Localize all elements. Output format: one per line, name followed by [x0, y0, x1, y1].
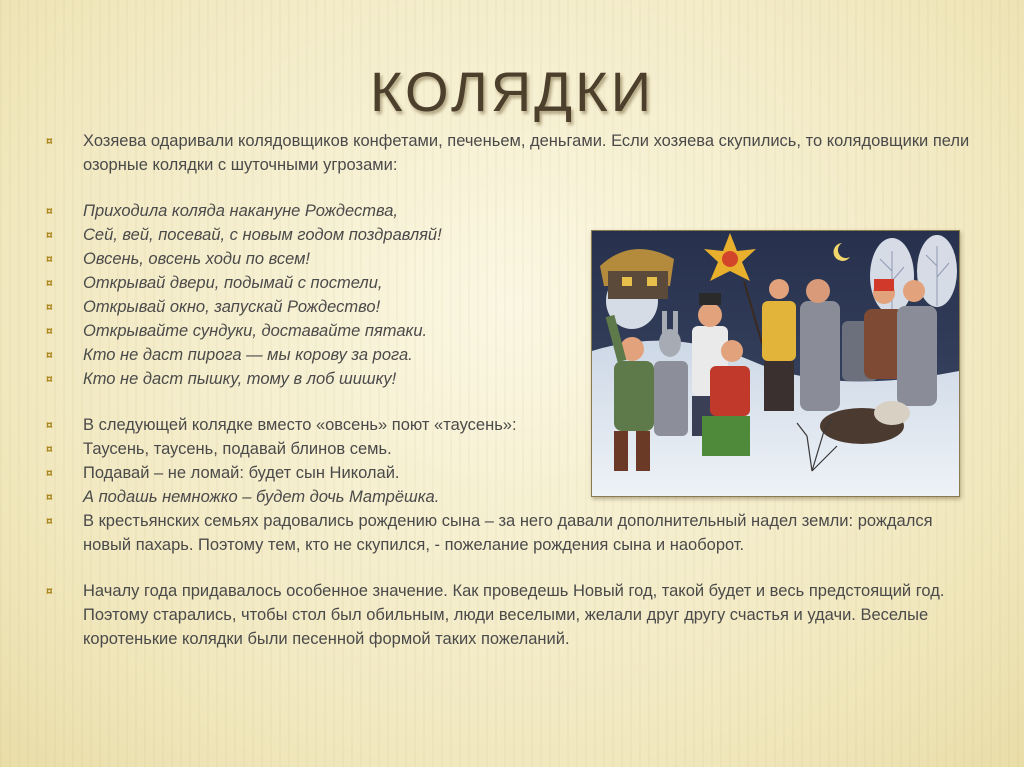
list-item: ¤ А подашь немножко – будет дочь Матрёшка.	[46, 485, 588, 509]
bullet-icon: ¤	[46, 418, 53, 432]
list-item: ¤ Приходила коляда накануне Рождества,	[46, 199, 588, 223]
list-item: ¤ Таусень, таусень, подавай блинов семь.	[46, 437, 588, 461]
list-item: ¤ Открывайте сундуки, доставайте пятаки.	[46, 319, 588, 343]
bullet-icon: ¤	[46, 228, 53, 242]
bullet-icon: ¤	[46, 348, 53, 362]
list-item: ¤ Открывай двери, подымай с постели,	[46, 271, 588, 295]
bullet-icon: ¤	[46, 300, 53, 314]
bullet-icon: ¤	[46, 442, 53, 456]
list-item: ¤ Овсень, овсень ходи по всем!	[46, 247, 588, 271]
carolers-painting	[591, 230, 960, 497]
list-item: ¤ Сей, вей, посевай, с новым годом поздравляй!	[46, 223, 588, 247]
bullet-icon: ¤	[46, 324, 53, 338]
list-item: ¤ В крестьянских семьях радовались рождению сына – за него давали дополнительный надел земли: рождался новый пахарь. Поэтому тем, кто не скупился, - пожелание рождения сына и наоборот.	[46, 509, 983, 557]
bullet-icon: ¤	[46, 252, 53, 266]
list-item: ¤ Кто не даст пирога — мы корову за рога.	[46, 343, 588, 367]
slide-title: КОЛЯДКИ	[370, 60, 654, 123]
bullet-icon: ¤	[46, 204, 53, 218]
list-item: ¤ Открывай окно, запускай Рождество!	[46, 295, 588, 319]
list-item: ¤ Хозяева одаривали колядовщиков конфетами, печеньем, деньгами. Если хозяева скупились, то колядовщики пели озорные колядки с шуточными угрозами:	[46, 129, 983, 177]
list-item: ¤ Началу года придавалось особенное значение. Как проведешь Новый год, такой будет и весь предстоящий год. Поэтому старались, чтобы стол был обильным, люди веселыми, желали друг другу счастья и удачи. Веселые коротенькие колядки были песенной формой таких пожеланий.	[46, 579, 983, 651]
list-item: ¤ В следующей колядке вместо «овсень» поют «таусень»:	[46, 413, 588, 437]
bullet-icon: ¤	[46, 276, 53, 290]
bullet-icon: ¤	[46, 490, 53, 504]
carolers-painting-illustration	[592, 231, 959, 496]
bullet-icon: ¤	[46, 514, 53, 528]
bullet-icon: ¤	[46, 466, 53, 480]
bullet-icon: ¤	[46, 134, 53, 148]
list-item: ¤ Подавай – не ломай: будет сын Николай.	[46, 461, 588, 485]
bullet-icon: ¤	[46, 372, 53, 386]
bullet-icon: ¤	[46, 584, 53, 598]
list-item: ¤ Кто не даст пышку, тому в лоб шишку!	[46, 367, 588, 391]
